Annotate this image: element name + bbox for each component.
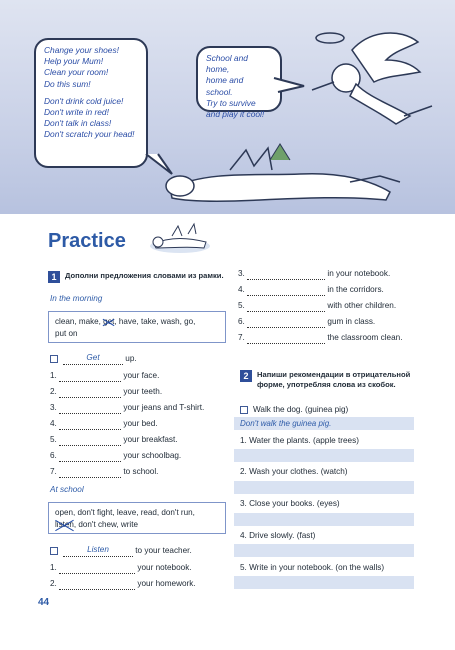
answer-blank[interactable] [247, 302, 325, 312]
answer-line[interactable] [234, 544, 414, 557]
item-text: your breakfast. [123, 435, 178, 444]
item-number: 7. [238, 333, 245, 342]
item-number: 6. [50, 451, 57, 460]
item-text: your bed. [123, 419, 158, 428]
item-text: your face. [123, 371, 160, 380]
subheading-morning: In the morning [50, 294, 103, 303]
exercise-item [238, 268, 390, 280]
word-box-morning [48, 311, 226, 343]
task-number: 1 [48, 271, 60, 283]
example-answer: Listen [63, 545, 133, 557]
item-text: to school. [123, 467, 159, 476]
word-box-text: , don't chew, write [73, 520, 138, 529]
example-answer-line: Don't walk the guinea pig. [234, 417, 414, 430]
answer-blank[interactable] [247, 286, 325, 296]
exercise-item: 5. Write in your notebook. (on the walls) [240, 563, 385, 572]
item-number: 4. [50, 419, 57, 428]
item-number: 3. [50, 403, 57, 412]
exercise-item [50, 434, 178, 446]
crossed-word: get [103, 317, 115, 326]
item-text: your notebook. [137, 563, 192, 572]
item-number: 1. [50, 371, 57, 380]
answer-blank[interactable] [247, 270, 325, 280]
answer-line[interactable] [234, 449, 414, 462]
bubble-line: Don't scratch your head! [44, 129, 135, 140]
exercise-item [50, 466, 158, 478]
exercise-item [50, 450, 181, 462]
word-box-text: put on [55, 329, 78, 338]
word-box-text: clean, make, [55, 317, 104, 326]
item-number: 5. [50, 435, 57, 444]
word-box-text: open, don't fight, leave, read, don't run, [55, 508, 195, 517]
bubble-line: Don't write in red! [44, 107, 109, 118]
example-row [50, 545, 192, 557]
exercise-item [238, 316, 375, 328]
answer-blank[interactable] [59, 436, 121, 446]
item-text: in your notebook. [327, 269, 391, 278]
answer-blank[interactable] [59, 452, 121, 462]
example-answer: Get [63, 353, 123, 365]
item-number: 7. [50, 467, 57, 476]
exercise-item: 4. Drive slowly. (fast) [240, 531, 316, 540]
item-number: 2. [50, 387, 57, 396]
item-text: your homework. [137, 579, 196, 588]
task-instruction [257, 370, 410, 390]
task-2-header [240, 370, 410, 390]
item-number: 6. [238, 317, 245, 326]
item-text: Walk the dog. (guinea pig) [253, 405, 349, 414]
answer-blank[interactable] [59, 404, 121, 414]
bubble-line: Do this sum! [44, 78, 91, 89]
answer-blank[interactable] [59, 564, 135, 574]
subheading-school: At school [50, 485, 84, 494]
bubble-line: and play it cool! [206, 109, 265, 120]
instruction-line: Напиши рекомендации в отрицательной [257, 370, 411, 379]
item-text: gum in class. [327, 317, 376, 326]
item-number: 3. [238, 269, 245, 278]
speech-bubble-rules [34, 38, 148, 168]
exercise-item: 2. Wash your clothes. (watch) [240, 467, 348, 476]
exercise-item: 3. Close your books. (eyes) [240, 499, 340, 508]
item-number: 1. [50, 563, 57, 572]
answer-blank[interactable] [59, 468, 121, 478]
illustration-banner [0, 0, 455, 214]
task-1-header [48, 271, 224, 283]
example-prompt [240, 404, 348, 416]
item-text: up. [125, 354, 137, 363]
item-text: the classroom clean. [327, 333, 403, 342]
checkbox-square [240, 406, 248, 414]
answer-blank[interactable] [59, 388, 121, 398]
bubble-line: Help your Mum! [44, 56, 104, 67]
bubble-line: Try to survive [206, 97, 256, 108]
exercise-item [50, 418, 158, 430]
fallen-boy-icon [146, 220, 214, 256]
angel-illustration [300, 20, 450, 140]
page-number: 44 [38, 597, 50, 608]
fallen-boy-illustration [150, 140, 455, 215]
item-number: 5. [238, 301, 245, 310]
word-box-text: , have, take, wash, go, [114, 317, 196, 326]
bubble-line: Don't talk in class! [44, 118, 112, 129]
example-row [50, 353, 137, 365]
item-text: your schoolbag. [123, 451, 182, 460]
answer-blank[interactable] [59, 580, 135, 590]
answer-line[interactable] [234, 481, 414, 494]
exercise-item [50, 370, 159, 382]
answer-blank[interactable] [247, 318, 325, 328]
checkbox-square [50, 547, 58, 555]
exercise-item [238, 284, 384, 296]
exercise-item [50, 386, 162, 398]
item-text: with other children. [327, 301, 397, 310]
task-number: 2 [240, 370, 252, 382]
bubble-line: School and home, [206, 53, 248, 75]
answer-line[interactable] [234, 513, 414, 526]
bubble-line: Clean your room! [44, 67, 109, 78]
answer-blank[interactable] [59, 372, 121, 382]
checkbox-square [50, 355, 58, 363]
crossed-word: listen [55, 520, 74, 529]
item-text: to your teacher. [135, 546, 192, 555]
exercise-item [238, 332, 403, 344]
answer-blank[interactable] [59, 420, 121, 430]
bubble-line: Don't drink cold juice! [44, 95, 124, 106]
item-text: your jeans and T-shirt. [123, 403, 205, 412]
exercise-item [50, 562, 192, 574]
item-text: in the corridors. [327, 285, 384, 294]
section-title: Practice [48, 230, 126, 252]
item-number: 4. [238, 285, 245, 294]
bubble-line: home and school. [206, 75, 244, 97]
item-text: your teeth. [123, 387, 163, 396]
exercise-item [50, 402, 204, 414]
bubble-line: Change your shoes! [44, 45, 119, 55]
exercise-item [238, 300, 396, 312]
instruction-line: форме, употребляя слова из скобок. [257, 380, 396, 389]
exercise-item [50, 578, 196, 590]
answer-line[interactable] [234, 576, 414, 589]
item-number: 2. [50, 579, 57, 588]
task-instruction: Дополни предложения словами из рамки. [65, 271, 224, 280]
exercise-item: 1. Water the plants. (apple trees) [240, 436, 359, 445]
answer-blank[interactable] [247, 334, 325, 344]
word-box-school [48, 502, 226, 534]
